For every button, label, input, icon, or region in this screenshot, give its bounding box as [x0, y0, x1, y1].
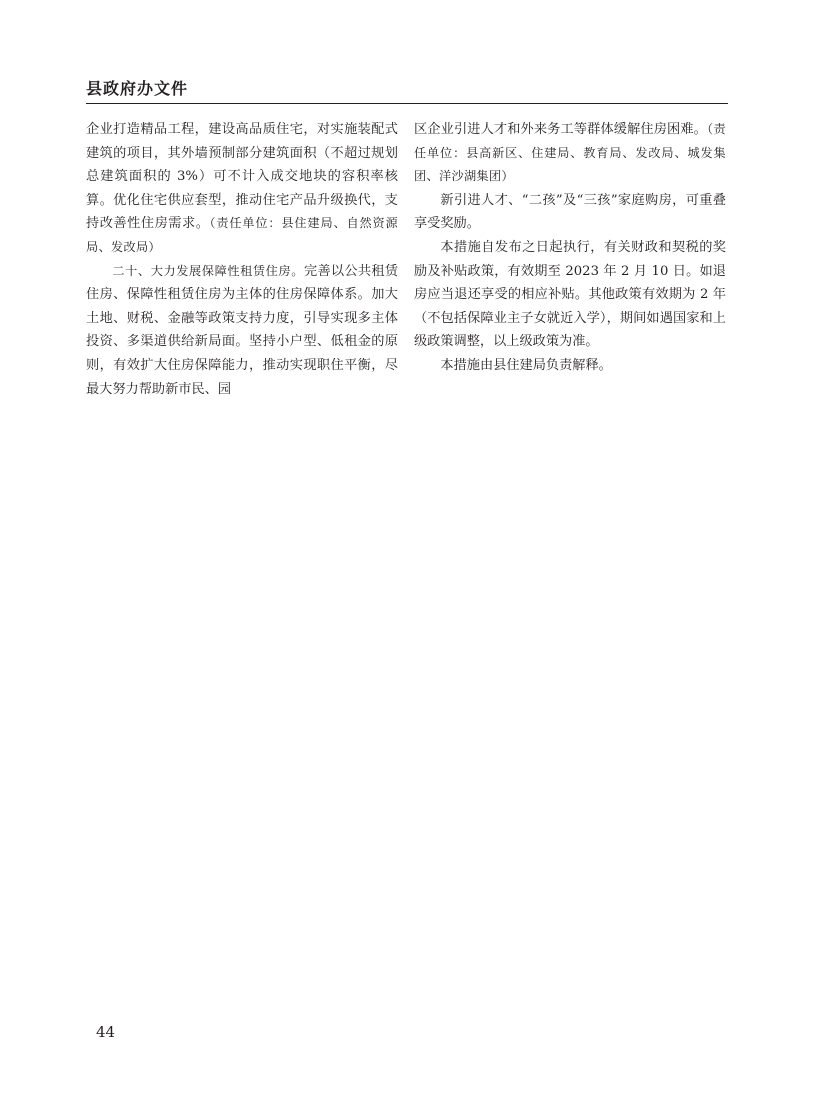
left-responsible-units-1: （责任单位：县住建局、自然资源局、发改局）	[86, 216, 398, 254]
left-paragraph-2-text: 完善以公共租赁住房、保障性租赁住房为主体的住房保障体系。加大土地、财税、金融等政策支持力度，引导实现多主体投资、多渠道供给新局面。坚持小户型、低租金的原则，有效扩大住房保障能力，推动实现职住平衡，尽最大努力帮助新市民、园	[86, 263, 399, 397]
right-paragraph-2: 新引进人才、“二孩”及“三孩”家庭购房，可重叠享受奖励。	[414, 192, 726, 232]
right-column	[414, 118, 726, 378]
section-heading-20: 二十、大力发展保障性租赁住房。	[112, 263, 304, 278]
left-paragraph-1-text: 企业打造精品工程，建设高品质住宅，对实施装配式建筑的项目，其外墙预制部分建筑面积（不超过规划总建筑面积的 3%）可不计入成交地块的容积率核算。优化住宅供应套型，推动住宅产品升级换代，支持改善性住房需求。	[86, 122, 398, 232]
header-rule	[86, 103, 728, 104]
right-responsible-units-1: （责任单位：县高新区、住建局、教育局、发改局、城发集团、洋沙湖集团）	[414, 122, 727, 184]
left-paragraph-2	[86, 260, 398, 402]
right-paragraph-1	[414, 118, 726, 189]
right-paragraph-1-text: 区企业引进人才和外来务工等群体缓解住房困难。	[414, 122, 707, 137]
page-number: 44	[96, 1023, 116, 1041]
left-column	[86, 118, 398, 401]
left-paragraph-1	[86, 118, 398, 260]
right-paragraph-3: 本措施自发布之日起执行，有关财政和契税的奖励及补贴政策，有效期至 2023 年 2 月 10 日。如退房应当退还享受的相应补贴。其他政策有效期为 2 年（不包括保障业主子女就近入学），期间如遇国家和上级政策调整，以上级政策为准。	[414, 239, 726, 350]
page-header-title: 县政府办文件	[86, 79, 189, 98]
right-paragraph-4: 本措施由县住建局负责解释。	[440, 357, 612, 373]
